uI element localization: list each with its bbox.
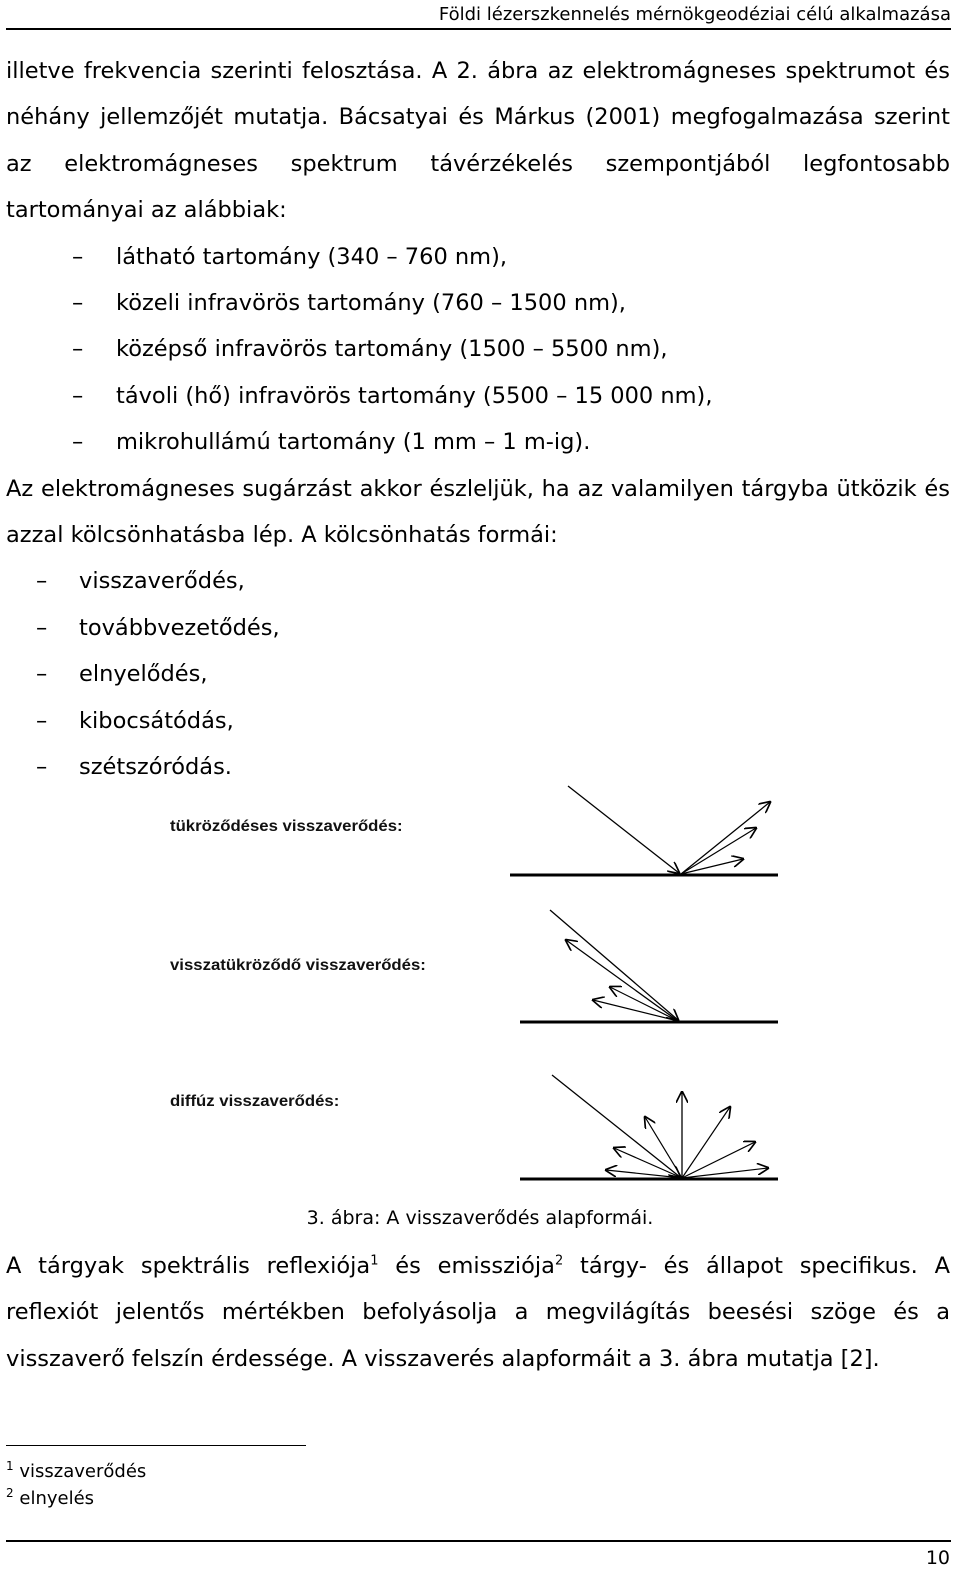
specular-reflection-diagram	[510, 786, 778, 875]
reflected-ray	[610, 987, 678, 1021]
scattered-ray	[682, 1168, 768, 1178]
dash-bullet: –	[36, 754, 48, 781]
dash-bullet: –	[36, 614, 48, 641]
paragraph-reflexion: A tárgyak spektrális reflexiója$^1$ és emissziója$^2$ tárgy- és állapot specifikus. A reflexiót jelentős mértékben befolyásolja a megvilágítás beesési szöge és a visszaverő felszín érdessége. A visszaverés alapformáit a 3. ábra mutatja [2].	[6, 1253, 950, 1372]
dash-bullet: –	[36, 707, 48, 734]
list-item: – kibocsátódás,	[6, 698, 950, 744]
footnote-ref[interactable]: 2	[554, 1253, 564, 1269]
list-item: – elnyelődés,	[6, 651, 950, 697]
body-section-2	[6, 1243, 950, 1382]
dash-bullet: –	[72, 429, 84, 456]
paragraph-intro: illetve frekvencia szerinti felosztása. A 2. ábra az elektromágneses spektrumot és néhány jellemzőjét mutatja. Bácsatyai és Márkus (2001) megfogalmazása szerint az elektromágneses spektrum távérzékelés szempontjából legfontosabb tartományai az alábbiak:	[6, 58, 950, 224]
scattered-ray	[614, 1148, 682, 1178]
list-item: – továbbvezetődés,	[6, 605, 950, 651]
list-item: – távoli (hő) infravörös tartomány (5500 – 15 000 nm),	[6, 373, 950, 419]
figure-label-diffuse: diffúz visszaverődés:	[170, 1093, 340, 1110]
paragraph-interaction: Az elektromágneses sugárzást akkor észleljük, ha az valamilyen tárgyba ütközik és azzal kölcsönhatásba lép. A kölcsönhatás formái:	[6, 475, 950, 549]
body-section-1	[6, 48, 950, 791]
scattered-ray	[645, 1117, 682, 1178]
spectrum-list	[6, 234, 950, 466]
interaction-list	[6, 558, 950, 790]
reflected-ray	[566, 940, 678, 1021]
reflection-figure	[170, 782, 790, 1187]
footer-rule	[6, 1540, 951, 1542]
footnote-separator	[6, 1445, 306, 1446]
scattered-ray	[682, 1142, 755, 1178]
footnote: $^1$ visszaverődés	[6, 1459, 147, 1482]
reflected-ray	[593, 1000, 678, 1021]
list-item: – mikrohullámú tartomány (1 mm – 1 m-ig).	[6, 419, 950, 465]
footnote-ref[interactable]: 1	[370, 1253, 379, 1269]
list-item: – középső infravörös tartomány (1500 – 5500 nm),	[6, 326, 950, 372]
list-item: – közeli infravörös tartomány (760 – 1500 nm),	[6, 280, 950, 326]
footnote: $^2$ elnyelés	[6, 1486, 95, 1509]
page-number: 10	[925, 1547, 950, 1569]
reflection-diagram	[170, 782, 790, 1187]
reflected-ray	[681, 828, 756, 874]
running-header: Földi lézerszkennelés mérnökgeodéziai célú alkalmazása	[6, 4, 951, 30]
scattered-ray	[682, 1107, 730, 1178]
dash-bullet: –	[72, 336, 84, 363]
diffuse-reflection-diagram	[520, 1075, 778, 1179]
dash-bullet: –	[72, 290, 84, 317]
list-item: – látható tartomány (340 – 760 nm),	[6, 234, 950, 280]
dash-bullet: –	[72, 243, 84, 270]
dash-bullet: –	[72, 382, 84, 409]
dash-bullet: –	[36, 568, 48, 595]
dash-bullet: –	[36, 661, 48, 688]
list-item: – visszaverődés,	[6, 558, 950, 604]
incident-ray	[550, 910, 678, 1020]
scattered-ray	[606, 1170, 682, 1178]
figure-label-retro: visszatükröződő visszaverődés:	[170, 957, 426, 974]
incident-ray	[568, 786, 679, 873]
retro-reflection-diagram	[520, 910, 778, 1022]
footnotes	[6, 1458, 146, 1512]
figure-caption: 3. ábra: A visszaverődés alapformái.	[306, 1207, 654, 1229]
figure-label-specular: tükröződéses visszaverődés:	[170, 818, 403, 835]
list-item: – szétszóródás.	[6, 744, 950, 790]
incident-ray	[552, 1075, 680, 1177]
